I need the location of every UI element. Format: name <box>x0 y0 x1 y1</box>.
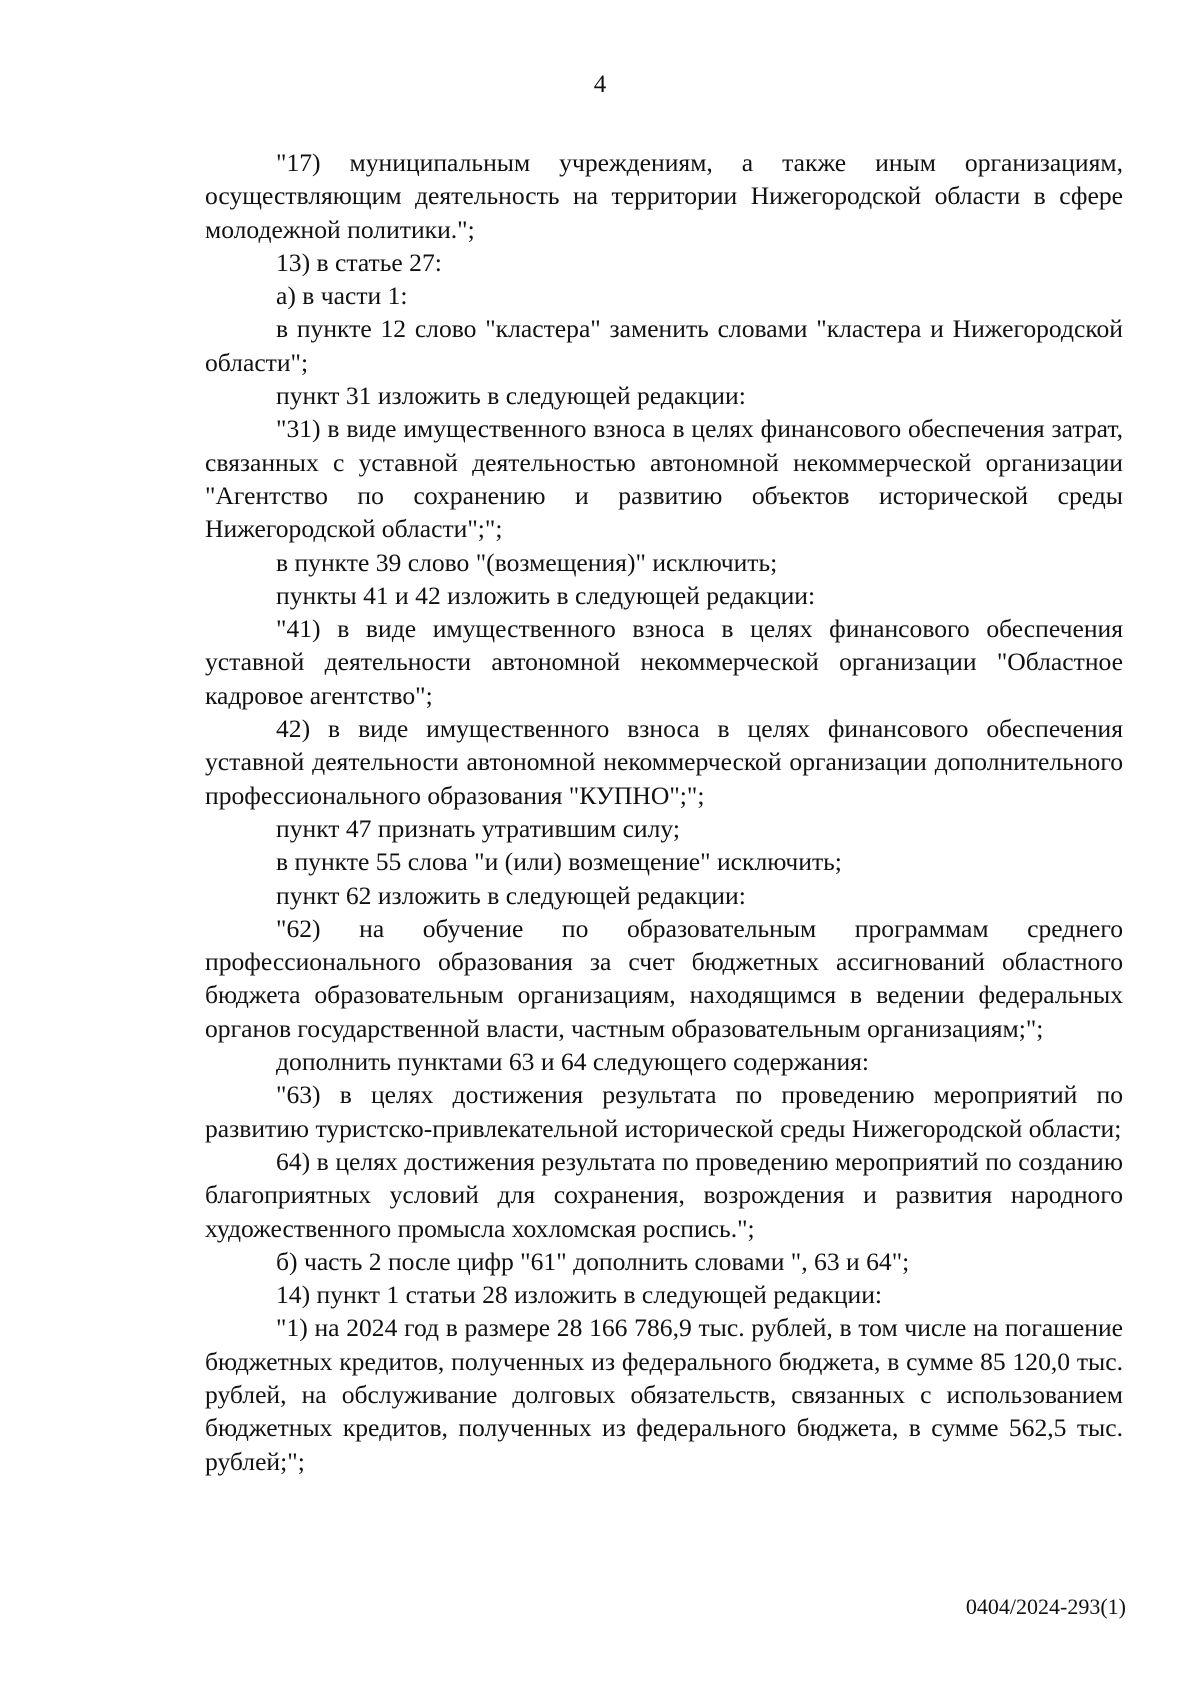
paragraph: в пункте 39 слово "(возмещения)" исключить; <box>276 547 778 577</box>
paragraph: "17) муниципальным учреждениям, а также иным организациям, осуществляющим деятельность на территории Нижегородской области в сфере молодежной политики."; <box>205 148 1123 244</box>
paragraph: пункт 47 признать утратившим силу; <box>276 813 680 843</box>
paragraph: пункт 62 изложить в следующей редакции: <box>276 880 746 910</box>
document-body <box>205 146 1123 1478</box>
paragraph: пункт 31 изложить в следующей редакции: <box>276 381 746 411</box>
paragraph: в пункте 12 слово "кластера" заменить словами "кластера и Нижегородской области"; <box>205 314 1123 377</box>
paragraph: 64) в целях достижения результата по проведению мероприятий по созданию благоприятных условий для сохранения, возрождения и развития народного художественного промысла хохломская роспись."; <box>205 1146 1123 1243</box>
paragraph: а) в части 1: <box>276 281 408 311</box>
page-number: 4 <box>593 71 607 98</box>
paragraph: "41) в виде имущественного взноса в целях финансового обеспечения уставной деятельности автономной некоммерческой организации "Областное кадровое агентство"; <box>205 614 1123 710</box>
paragraph: пункты 41 и 42 изложить в следующей редакции: <box>276 580 816 610</box>
paragraph: "63) в целях достижения результата по проведению мероприятий по развитию туристско-привлекательной исторической среды Нижегородской области; <box>205 1080 1123 1143</box>
paragraph: 14) пункт 1 статьи 28 изложить в следующей редакции: <box>276 1280 883 1310</box>
paragraph: б) часть 2 после цифр "61" дополнить словами ", 63 и 64"; <box>276 1246 910 1276</box>
paragraph: дополнить пунктами 63 и 64 следующего содержания: <box>276 1047 870 1077</box>
document-registration-code: 0404/2024-293(1) <box>965 1594 1126 1619</box>
paragraph: в пункте 55 слова "и (или) возмещение" исключить; <box>276 847 842 877</box>
paragraph: "1) на 2024 год в размере 28 166 786,9 тыс. рублей, в том числе на погашение бюджетных кредитов, полученных из федерального бюджета, в сумме 85 120,0 тыс. рублей, на обслуживание долговых обязательств, связанных с использованием бюджетных кредитов, полученных из федерального бюджета, в сумме 562,5 тыс. рублей;"; <box>205 1313 1123 1476</box>
paragraph: 13) в статье 27: <box>276 247 442 277</box>
paragraph: 42) в виде имущественного взноса в целях финансового обеспечения уставной деятельности автономной некоммерческой организации дополнительного профессионального образования "КУПНО";"; <box>205 714 1123 810</box>
paragraph: "62) на обучение по образовательным программам среднего профессионального образования за счет бюджетных ассигнований областного бюджета образовательным организациям, находящимся в ведении федеральных органов государственной власти, частным образовательным организациям;"; <box>205 913 1123 1043</box>
paragraph: "31) в виде имущественного взноса в целях финансового обеспечения затрат, связанных с уставной деятельностью автономной некоммерческой организации "Агентство по сохранению и развитию объектов исторической среды Нижегородской области";"; <box>205 414 1123 544</box>
